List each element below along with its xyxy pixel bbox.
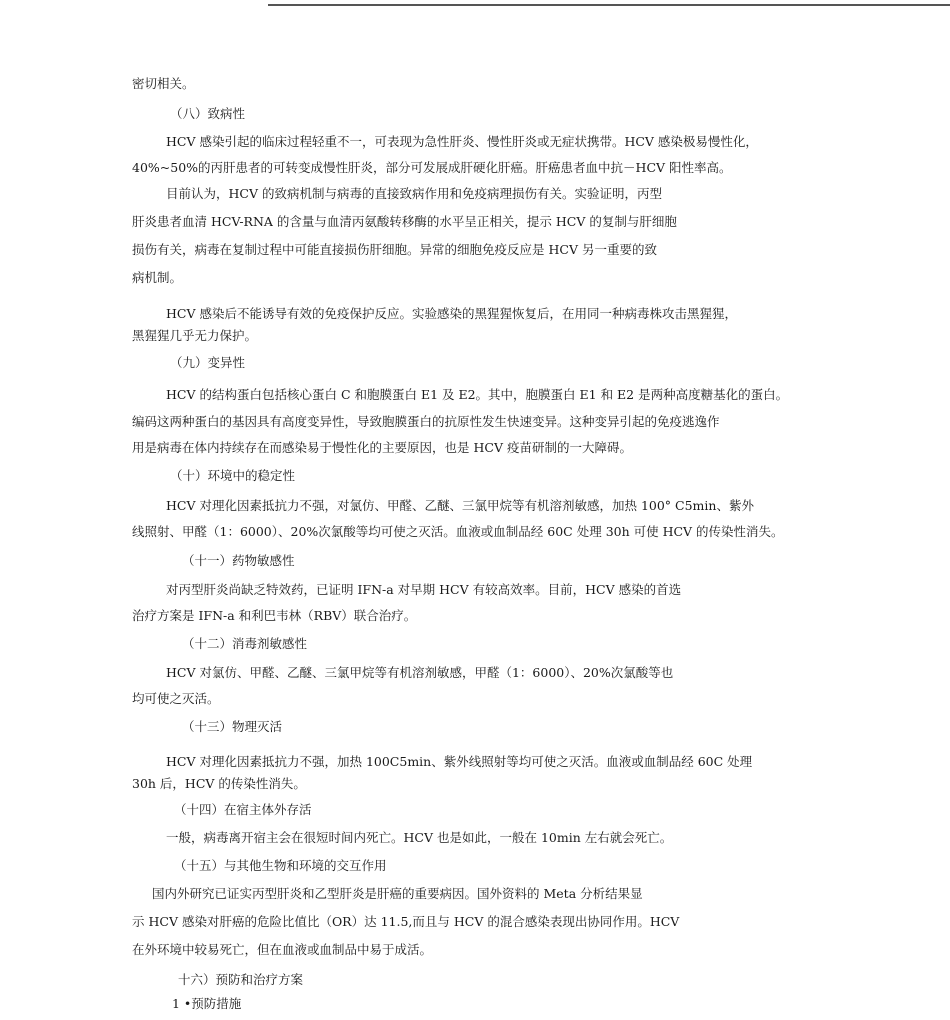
paragraph-line: 对丙型肝炎尚缺乏特效药，已证明 IFN-a 对早期 HCV 有较高效率。目前，HCV 感染的首选	[166, 582, 682, 597]
paragraph-line: 损伤有关，病毒在复制过程中可能直接损伤肝细胞。异常的细胞免疫反应是 HCV 另一重要的致	[132, 242, 657, 257]
paragraph-line: 编码这两种蛋白的基因具有高度变异性，导致胞膜蛋白的抗原性发生快速变异。这种变异引起的免疫逃逸作	[132, 414, 720, 429]
paragraph-line: 用是病毒在体内持续存在而感染易于慢性化的主要原因，也是 HCV 疫苗研制的一大障碍。	[132, 440, 632, 455]
paragraph-line: 40%~50%的丙肝患者的可转变成慢性肝炎，部分可发展成肝硬化肝癌。肝癌患者血中抗－HCV 阳性率高。	[132, 160, 732, 175]
section-heading: （十二）消毒剂敏感性	[182, 636, 308, 651]
paragraph-line: HCV 感染引起的临床过程轻重不一，可表现为急性肝炎、慢性肝炎或无症状携带。HCV 感染极易慢性化，	[166, 134, 758, 149]
paragraph-line: 肝炎患者血清 HCV-RNA 的含量与血清丙氨酸转移酶的水平呈正相关，提示 HCV 的复制与肝细胞	[132, 214, 677, 229]
section-heading: （十）环境中的稳定性	[170, 468, 296, 483]
paragraph-line: 病机制。	[132, 270, 183, 285]
paragraph-line: HCV 对理化因素抵抗力不强，对氯仿、甲醛、乙醚、三氯甲烷等有机溶剂敏感，加热 100° C5min、紫外	[166, 498, 754, 513]
section-heading: （十五）与其他生物和环境的交互作用	[174, 858, 387, 873]
paragraph-line: 一般，病毒离开宿主会在很短时间内死亡。HCV 也是如此，一般在 10min 左右就会死亡。	[166, 830, 673, 845]
paragraph-line: HCV 对理化因素抵抗力不强，加热 100C5min、紫外线照射等均可使之灭活。血液或血制品经 60C 处理	[166, 754, 753, 769]
section-heading: （十四）在宿主体外存活	[174, 802, 312, 817]
paragraph-line: 治疗方案是 IFN-a 和利巴韦林（RBV）联合治疗。	[132, 608, 417, 623]
paragraph-line: 目前认为，HCV 的致病机制与病毒的直接致病作用和免疫病理损伤有关。实验证明，丙型	[166, 186, 662, 201]
paragraph-line: 黑猩猩几乎无力保护。	[132, 328, 258, 343]
paragraph-line: 线照射、甲醛（1：6000）、20%次氯酸等均可使之灭活。血液或血制品经 60C 处理 30h 可使 HCV 的传染性消失。	[132, 524, 784, 539]
paragraph-line: HCV 的结构蛋白包括核心蛋白 C 和胞膜蛋白 E1 及 E2。其中，胞膜蛋白 E1 和 E2 是两种高度糖基化的蛋白。	[166, 387, 789, 402]
paragraph-line: 均可使之灭活。	[132, 691, 220, 706]
section-heading: （十三）物理灭活	[182, 719, 283, 734]
paragraph-line: 密切相关。	[132, 76, 195, 91]
header-rule	[268, 4, 950, 6]
section-heading: （十一）药物敏感性	[182, 553, 295, 568]
paragraph-line: 国内外研究已证实丙型肝炎和乙型肝炎是肝癌的重要病因。国外资料的 Meta 分析结果显	[152, 886, 643, 901]
subsection-heading: 1 •预防措施	[172, 996, 242, 1011]
section-heading: （八）致病性	[170, 106, 246, 121]
paragraph-line: 示 HCV 感染对肝癌的危险比值比（OR）达 11.5,而且与 HCV 的混合感染表现出协同作用。HCV	[132, 914, 680, 929]
paragraph-line: HCV 对氯仿、甲醛、乙醚、三氯甲烷等有机溶剂敏感，甲醛（1：6000）、20%次氯酸等也	[166, 665, 674, 680]
paragraph-line: 30h 后，HCV 的传染性消失。	[132, 776, 306, 791]
paragraph-line: 在外环境中较易死亡，但在血液或血制品中易于成活。	[132, 942, 433, 957]
paragraph-line: HCV 感染后不能诱导有效的免疫保护反应。实验感染的黑猩猩恢复后，在用同一种病毒株攻击黑猩猩，	[166, 306, 737, 321]
section-heading: （九）变异性	[170, 355, 246, 370]
section-heading: 十六）预防和治疗方案	[178, 972, 304, 987]
